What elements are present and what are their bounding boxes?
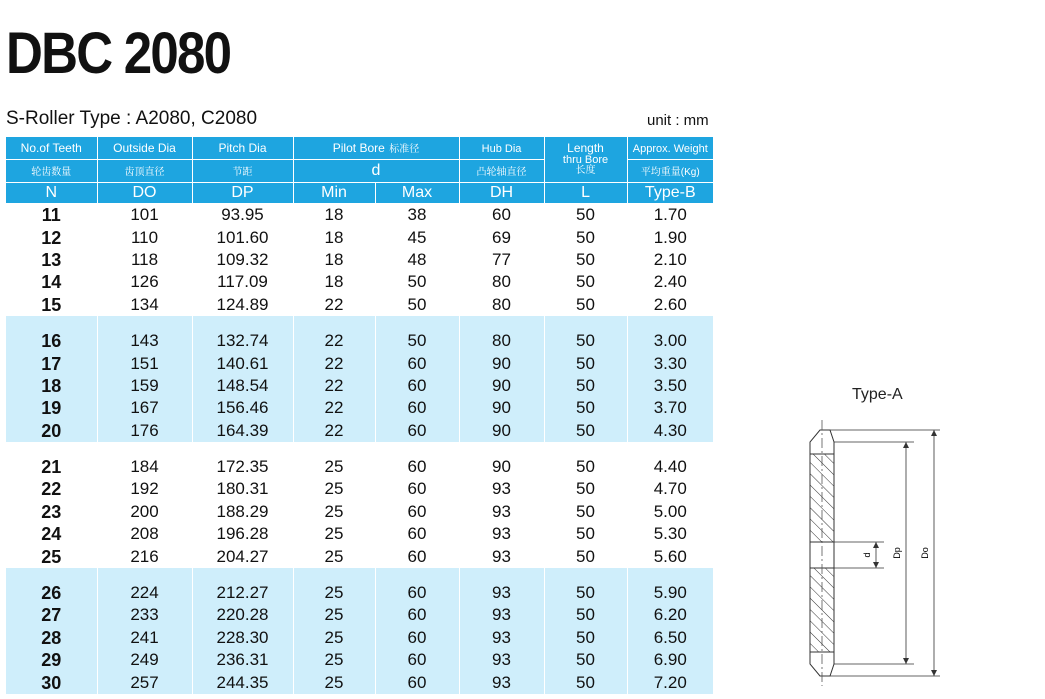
table-cell: 38 [375,204,459,227]
table-cell: 22 [293,420,375,442]
spec-table [6,137,713,694]
table-row [6,204,713,227]
header-len-sym: L [544,183,627,204]
table-cell: 101.60 [192,226,293,248]
table-cell: 50 [544,456,627,478]
dim-do-label: Do [920,547,930,559]
page-title: DBC 2080 [6,21,231,86]
table-cell: 208 [97,523,192,545]
header-pd-sym: DP [192,183,293,204]
table-cell: 134 [97,294,192,316]
table-cell: 176 [97,420,192,442]
table-cell: 220.28 [192,604,293,626]
group-spacer [6,568,713,582]
table-cell: 4.70 [627,478,713,500]
table-cell: 241 [97,627,192,649]
header-weight-en: Approx. Weight [627,137,713,160]
table-cell: 93 [459,501,544,523]
table-cell: 22 [41,479,62,500]
table-cell: 117.09 [192,271,293,293]
table-cell: 188.29 [192,501,293,523]
table-cell: 126 [97,271,192,293]
header-weight-sym: Type-B [627,183,713,204]
table-cell: 60 [375,420,459,442]
table-cell: 224 [97,582,192,604]
table-cell: 60 [375,352,459,374]
table-cell: 257 [97,671,192,693]
table-cell: 143 [97,330,192,352]
table-row [6,604,713,626]
table-cell: 21 [41,457,62,478]
table-cell: 25 [293,649,375,671]
table-cell: 192 [97,478,192,500]
table-row [6,582,713,604]
table-cell: 50 [544,420,627,442]
header-row-3 [6,183,713,204]
table-cell: 18 [293,249,375,271]
table-cell: 3.70 [627,397,713,419]
table-row [6,330,713,352]
table-cell: 50 [544,226,627,248]
table-cell: 60 [375,523,459,545]
table-cell: 60 [375,456,459,478]
table-cell: 90 [459,352,544,374]
table-cell: 24 [41,524,62,545]
table-cell: 19 [6,397,97,419]
table-cell: 14 [41,272,62,293]
subtitle: S-Roller Type : A2080, C2080 [6,108,258,129]
table-cell: 50 [544,352,627,374]
table-cell: 80 [459,271,544,293]
sprocket-section [810,420,834,686]
table-cell: 2.10 [627,249,713,271]
header-od-sym: DO [97,183,192,204]
sprocket-diagram [790,420,950,690]
table-cell: 25 [293,501,375,523]
table-cell: 6.90 [627,649,713,671]
table-cell: 25 [293,671,375,693]
table-cell: 50 [544,478,627,500]
table-cell: 22 [293,352,375,374]
header-pilot-en: Pilot Bore 标准径 [293,137,459,160]
table-cell: 23 [41,501,62,522]
table-cell: 60 [375,627,459,649]
table-cell: 60 [375,397,459,419]
table-body [6,204,713,694]
table-row [6,671,713,693]
table-cell: 3.50 [627,375,713,397]
table-cell: 1.90 [627,226,713,248]
table-row [6,523,713,545]
table-cell: 2.60 [627,294,713,316]
header-teeth-en: No.of Teeth [6,137,97,160]
table-row [6,375,713,397]
table-cell: 216 [97,545,192,567]
table-cell: 18 [6,375,97,397]
table-row [6,352,713,374]
table-cell: 50 [544,671,627,693]
table-cell: 60 [375,671,459,693]
table-cell: 50 [544,604,627,626]
table-cell: 93 [459,582,544,604]
table-row [6,226,713,248]
table-cell: 16 [6,330,97,352]
table-cell: 60 [375,375,459,397]
table-cell: 159 [97,375,192,397]
table-cell: 3.30 [627,352,713,374]
table-cell: 3.00 [627,330,713,352]
table-cell: 13 [41,249,62,270]
table-cell: 50 [375,294,459,316]
table-cell: 12 [41,227,62,248]
table-row [6,397,713,419]
table-cell: 2.40 [627,271,713,293]
table-cell: 148.54 [192,375,293,397]
header-hub-en: Hub Dia [459,137,544,160]
table-row [6,456,713,478]
table-cell: 20 [6,420,97,442]
table-cell: 244.35 [192,671,293,693]
table-cell: 93 [459,671,544,693]
table-cell: 180.31 [192,478,293,500]
table-cell: 50 [544,397,627,419]
table-cell: 60 [375,501,459,523]
table-cell: 50 [544,271,627,293]
table-cell: 60 [375,649,459,671]
table-cell: 25 [293,545,375,567]
table-cell: 101 [97,204,192,227]
table-cell: 50 [375,271,459,293]
table-cell: 200 [97,501,192,523]
table-cell: 22 [293,294,375,316]
table-cell: 15 [41,294,62,315]
table-cell: 22 [293,375,375,397]
table-cell: 172.35 [192,456,293,478]
group-spacer [6,316,713,330]
table-cell: 110 [97,226,192,248]
table-cell: 25 [293,456,375,478]
table-cell: 50 [544,330,627,352]
table-cell: 1.70 [627,204,713,227]
table-cell: 50 [544,204,627,227]
table-cell: 45 [375,226,459,248]
table-row [6,649,713,671]
table-cell: 30 [6,671,97,693]
table-cell: 50 [544,294,627,316]
table-cell: 184 [97,456,192,478]
table-cell: 50 [544,545,627,567]
table-cell: 236.31 [192,649,293,671]
header-pilot-sym: d [293,160,459,183]
table-cell: 5.90 [627,582,713,604]
table-cell: 25 [41,546,62,567]
table-cell: 93.95 [192,204,293,227]
table-cell: 22 [293,330,375,352]
table-cell: 18 [293,271,375,293]
table-cell: 109.32 [192,249,293,271]
header-od-en: Outside Dia [97,137,192,160]
table-cell: 18 [293,226,375,248]
table-row [6,294,713,316]
table-row [6,271,713,293]
header-length: Length thru Bore 长度 [544,137,627,183]
table-cell: 124.89 [192,294,293,316]
table-cell: 90 [459,420,544,442]
table-cell: 6.20 [627,604,713,626]
table-row [6,501,713,523]
table-cell: 156.46 [192,397,293,419]
table-cell: 77 [459,249,544,271]
table-row [6,420,713,442]
table-cell: 233 [97,604,192,626]
header-teeth-sym: N [6,183,97,204]
header-weight-cn: 平均重量(Kg) [627,160,713,183]
table-cell: 151 [97,352,192,374]
table-cell: 93 [459,604,544,626]
table-cell: 50 [544,649,627,671]
table-cell: 4.30 [627,420,713,442]
table-row [6,478,713,500]
table-cell: 80 [459,330,544,352]
table-cell: 60 [375,582,459,604]
table-cell: 17 [6,352,97,374]
group-spacer [6,442,713,456]
table-row [6,627,713,649]
header-teeth-cn: 轮齿数量 [6,160,97,183]
table-cell: 50 [544,375,627,397]
table-row [6,545,713,567]
table-cell: 90 [459,456,544,478]
table-cell: 60 [459,204,544,227]
header-hub-sym: DH [459,183,544,204]
table-cell: 48 [375,249,459,271]
table-cell: 204.27 [192,545,293,567]
table-cell: 90 [459,397,544,419]
table-cell: 7.20 [627,671,713,693]
table-cell: 4.40 [627,456,713,478]
table-cell: 60 [375,545,459,567]
table-cell: 90 [459,375,544,397]
table-cell: 29 [6,649,97,671]
table-cell: 5.30 [627,523,713,545]
diagram-label: Type-A [852,386,903,403]
table-cell: 50 [544,627,627,649]
unit-label: unit : mm [647,112,709,129]
table-cell: 27 [6,604,97,626]
table-cell: 60 [375,604,459,626]
table-cell: 25 [293,604,375,626]
table-cell: 50 [544,501,627,523]
table-cell: 25 [293,523,375,545]
table-cell: 26 [6,582,97,604]
dim-dp-label: Dp [892,547,902,559]
table-cell: 60 [375,478,459,500]
table-cell: 93 [459,523,544,545]
table-cell: 93 [459,649,544,671]
table-cell: 93 [459,545,544,567]
table-cell: 249 [97,649,192,671]
table-cell: 50 [544,523,627,545]
table-cell: 196.28 [192,523,293,545]
header-row-1 [6,137,713,160]
table-cell: 118 [97,249,192,271]
header-hub-cn: 凸轮轴直径 [459,160,544,183]
header-pd-cn: 节距 [192,160,293,183]
dim-d-label: d [862,552,872,558]
header-min: Min [293,183,375,204]
table-cell: 5.60 [627,545,713,567]
table-cell: 164.39 [192,420,293,442]
table-cell: 80 [459,294,544,316]
table-cell: 50 [544,582,627,604]
table-cell: 25 [293,582,375,604]
table-cell: 228.30 [192,627,293,649]
table-cell: 132.74 [192,330,293,352]
table-cell: 50 [544,249,627,271]
table-cell: 28 [6,627,97,649]
table-cell: 69 [459,226,544,248]
header-max: Max [375,183,459,204]
table-cell: 5.00 [627,501,713,523]
table-cell: 6.50 [627,627,713,649]
table-row [6,249,713,271]
table-cell: 93 [459,627,544,649]
header-od-cn: 齿顶直径 [97,160,192,183]
table-cell: 212.27 [192,582,293,604]
table-cell: 11 [41,205,61,226]
table-cell: 22 [293,397,375,419]
table-cell: 50 [375,330,459,352]
header-pd-en: Pitch Dia [192,137,293,160]
table-cell: 167 [97,397,192,419]
table-cell: 140.61 [192,352,293,374]
table-cell: 18 [293,204,375,227]
table-cell: 93 [459,478,544,500]
table-cell: 25 [293,627,375,649]
table-cell: 25 [293,478,375,500]
